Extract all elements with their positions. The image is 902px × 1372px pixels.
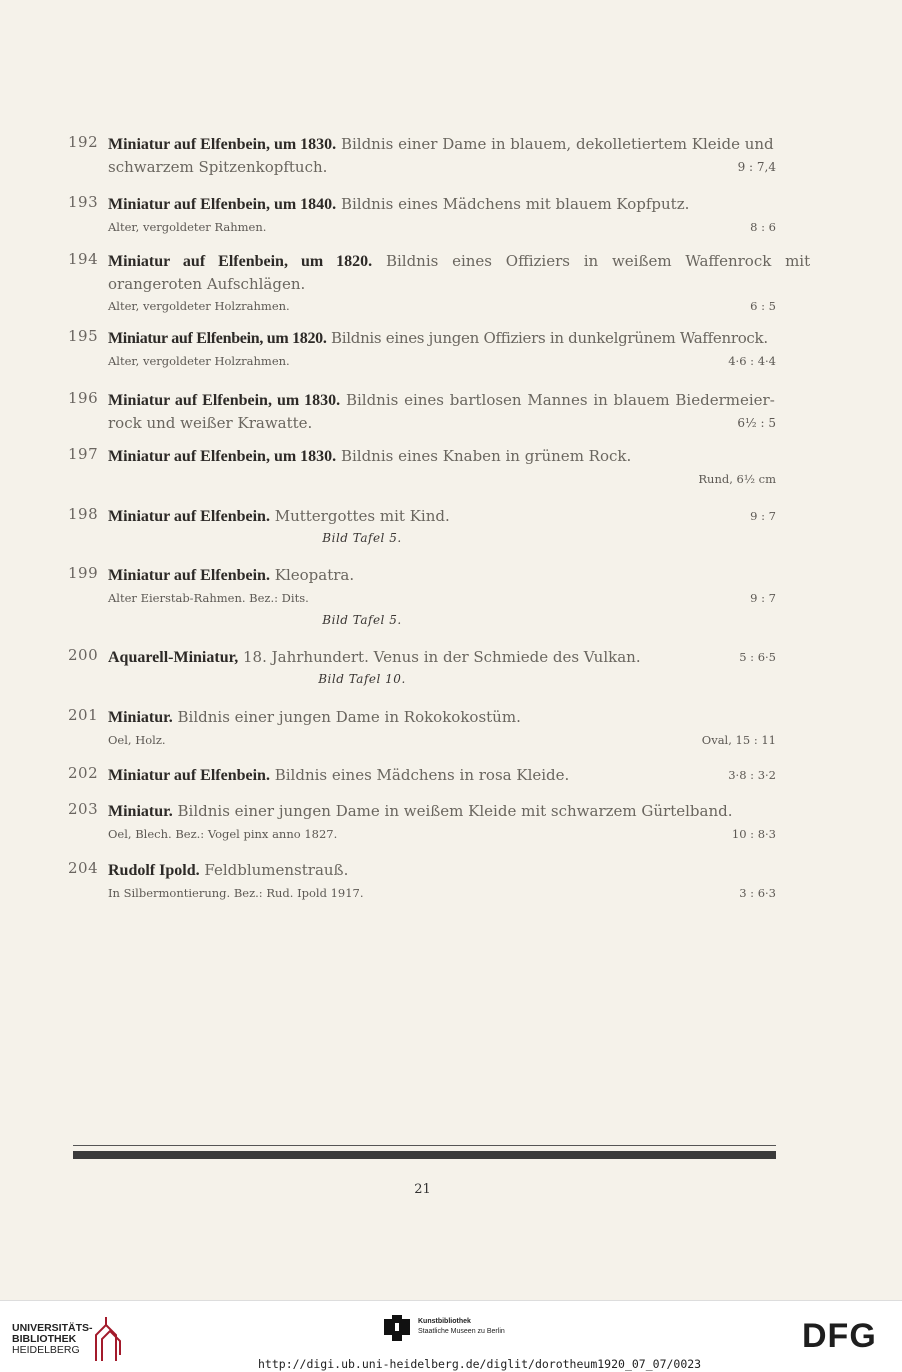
entry-number: 199	[68, 564, 99, 582]
entry-size: 5 : 6·5	[739, 650, 776, 664]
entry-description: Bildnis eines bartlosen Mannes in blauem Biedermeier-	[345, 391, 775, 409]
entry-number: 203	[68, 800, 99, 818]
entry-size: 10 : 8·3	[731, 827, 776, 841]
plate-reference: Bild Tafel 5.	[322, 613, 402, 627]
entry-number: 204	[68, 859, 99, 877]
entry-number: 201	[68, 706, 99, 724]
entry-description: Bildnis einer jungen Dame in weißem Kleide mit schwarzem Gürtelband.	[177, 802, 733, 820]
entry-number: 196	[68, 389, 99, 407]
entry-heading: Miniatur auf Elfenbein, um 1830.	[108, 392, 341, 409]
entry-note: Oel, Holz.	[108, 733, 166, 747]
ub-heidelberg-logo-text	[12, 1323, 93, 1356]
entry-description: Bildnis eines jungen Offiziers in dunkelgrünem Waffenrock.	[331, 329, 768, 347]
entry-note: Alter, vergoldeter Rahmen.	[108, 220, 267, 234]
entry-size: 6 : 5	[750, 299, 776, 313]
ub-heidelberg-icon	[92, 1315, 126, 1363]
entry-continuation: orangeroten Aufschlägen.	[108, 275, 306, 293]
entry-description: Bildnis eines Offiziers in weißem Waffenrock mit	[385, 252, 811, 270]
entry-note: Alter, vergoldeter Holzrahmen.	[108, 354, 290, 368]
permalink-url[interactable]: http://digi.ub.uni-heidelberg.de/diglit/dorotheum1920_07_07/0023	[258, 1357, 702, 1371]
entry-description: Muttergottes mit Kind.	[274, 507, 450, 525]
divider-thin	[73, 1145, 776, 1146]
entry-description: Bildnis eines Mädchens in rosa Kleide.	[274, 766, 570, 784]
plate-reference: Bild Tafel 10.	[318, 672, 406, 686]
entry-number: 194	[68, 250, 99, 268]
entry-heading: Miniatur.	[108, 803, 173, 820]
entry-description: Feldblumenstrauß.	[204, 861, 349, 879]
entry-number: 195	[68, 327, 99, 345]
entry-heading: Miniatur auf Elfenbein.	[108, 508, 270, 525]
entry-number: 192	[68, 133, 99, 151]
entry-description: 18. Jahrhundert. Venus in der Schmiede des Vulkan.	[243, 648, 641, 666]
entry-size: 3·8 : 3·2	[728, 768, 776, 782]
entry-heading: Rudolf Ipold.	[108, 862, 200, 879]
entry-description: Bildnis einer jungen Dame in Rokokokostüm.	[177, 708, 521, 726]
ub-line3: HEIDELBERG	[12, 1344, 80, 1356]
entry-size: 6½ : 5	[737, 416, 776, 430]
entry-number: 200	[68, 646, 99, 664]
kb-line2: Staatliche Museen zu Berlin	[418, 1328, 505, 1335]
entry-number: 202	[68, 764, 99, 782]
entry-heading: Miniatur.	[108, 709, 173, 726]
kunstbibliothek-text	[418, 1317, 505, 1337]
entry-description: Bildnis einer Dame in blauem, dekolletiertem Kleide und	[340, 135, 774, 153]
entry-note: Alter, vergoldeter Holzrahmen.	[108, 299, 290, 313]
entry-heading: Aquarell-Miniatur,	[108, 649, 239, 666]
entry-heading: Miniatur auf Elfenbein.	[108, 567, 270, 584]
entry-description: Bildnis eines Knaben in grünem Rock.	[340, 447, 632, 465]
plate-reference: Bild Tafel 5.	[322, 531, 402, 545]
entry-heading: Miniatur auf Elfenbein, um 1830.	[108, 136, 337, 153]
entry-number: 197	[68, 445, 99, 463]
entry-heading: Miniatur auf Elfenbein, um 1840.	[108, 196, 337, 213]
entry-size: 9 : 7,4	[737, 160, 776, 174]
entry-size: 8 : 6	[750, 220, 776, 234]
entry-size: Oval, 15 : 11	[701, 733, 776, 747]
entry-continuation: rock und weißer Krawatte.	[108, 414, 313, 432]
entry-heading: Miniatur auf Elfenbein.	[108, 767, 270, 784]
ub-line1: UNIVERSITÄTS-	[12, 1322, 93, 1334]
entry-number: 193	[68, 193, 99, 211]
page-number: 21	[414, 1182, 431, 1197]
kb-line1: Kunstbibliothek	[418, 1318, 471, 1325]
entry-size: 9 : 7	[750, 591, 776, 605]
entry-note: Alter Eierstab-Rahmen. Bez.: Dits.	[108, 591, 309, 605]
kunstbibliothek-icon	[384, 1315, 410, 1341]
entry-size: 3 : 6·3	[739, 886, 776, 900]
entry-description: Kleopatra.	[274, 566, 355, 584]
entry-number: 198	[68, 505, 99, 523]
entry-size: Rund, 6½ cm	[698, 472, 776, 486]
entry-heading: Miniatur auf Elfenbein, um 1820.	[108, 253, 373, 270]
entry-note: In Silbermontierung. Bez.: Rud. Ipold 1917.	[108, 886, 364, 900]
dfg-logo: DFG	[802, 1317, 877, 1355]
entry-note: Oel, Blech. Bez.: Vogel pinx anno 1827.	[108, 827, 338, 841]
entry-size: 9 : 7	[750, 509, 776, 523]
ub-line2: BIBLIOTHEK	[12, 1333, 77, 1345]
entry-heading: Miniatur auf Elfenbein, um 1820.	[108, 330, 327, 347]
entry-heading: Miniatur auf Elfenbein, um 1830.	[108, 448, 337, 465]
entry-size: 4·6 : 4·4	[728, 354, 776, 368]
entry-continuation: schwarzem Spitzenkopftuch.	[108, 158, 328, 176]
divider-thick	[73, 1151, 776, 1159]
footer-bar	[0, 1300, 902, 1372]
entry-description: Bildnis eines Mädchens mit blauem Kopfputz.	[340, 195, 690, 213]
